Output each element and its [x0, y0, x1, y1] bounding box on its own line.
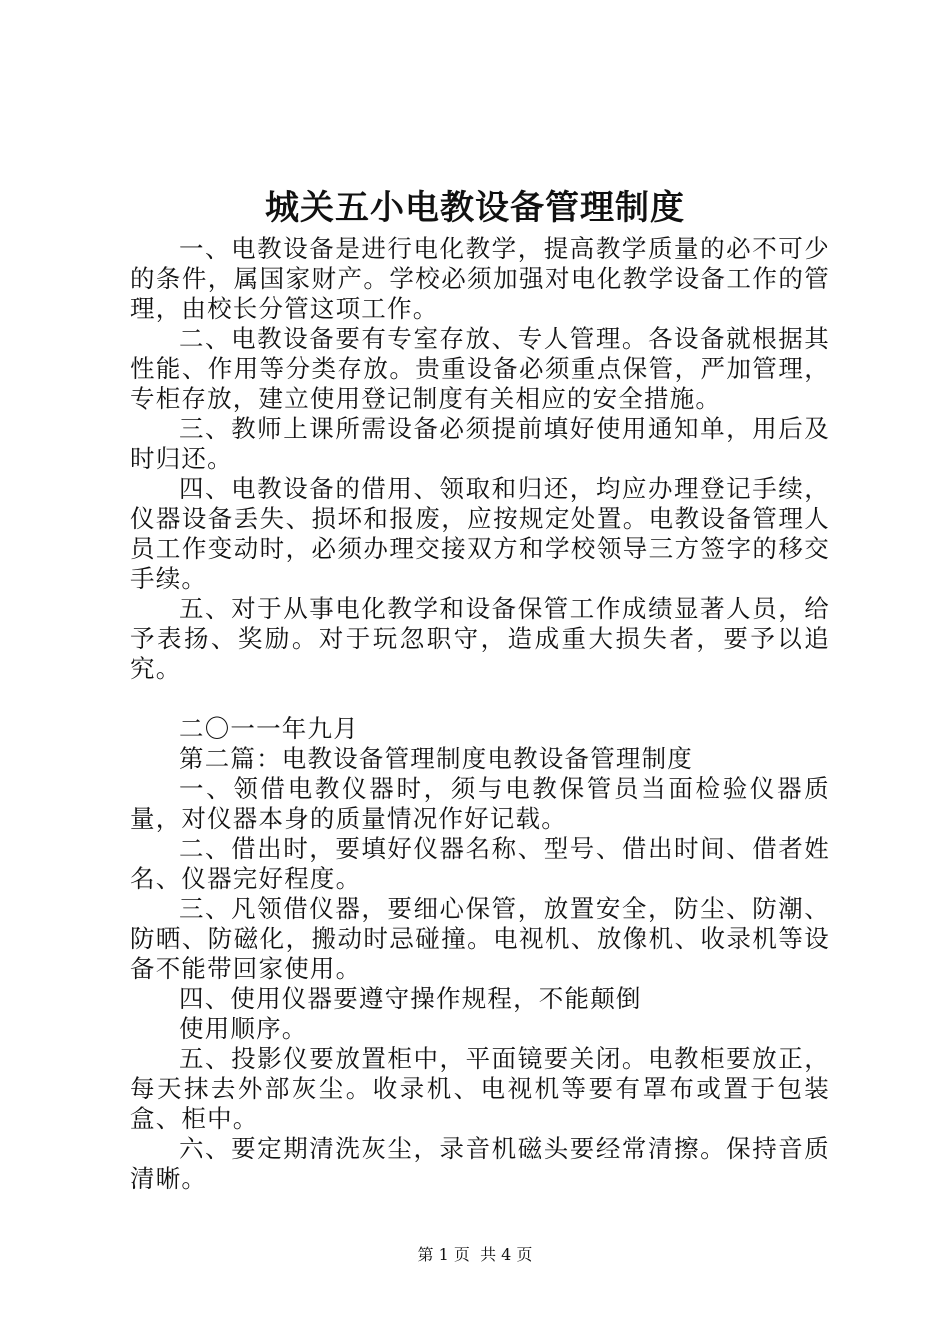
second-paragraph-6: 六、要定期清洗灰尘，录音机磁头要经常清擦。保持音质清晰。 [130, 1134, 830, 1193]
second-paragraph-2: 二、借出时，要填好仪器名称、型号、借出时间、借者姓名、仪器完好程度。 [130, 834, 830, 893]
paragraph-1: 一、电教设备是进行电化教学，提高教学质量的必不可少的条件，属国家财产。学校必须加强对电化教学设备工作的管理，由校长分管这项工作。 [130, 234, 830, 323]
second-paragraph-1: 一、领借电教仪器时，须与电教保管员当面检验仪器质量，对仪器本身的质量情况作好记载。 [130, 774, 830, 833]
document-title: 城关五小电教设备管理制度 [265, 188, 685, 228]
paragraph-2: 二、电教设备要有专室存放、专人管理。各设备就根据其性能、作用等分类存放。贵重设备必须重点保管，严加管理，专柜存放，建立使用登记制度有关相应的安全措施。 [130, 324, 830, 413]
paragraph-3: 三、教师上课所需设备必须提前填好使用通知单，用后及时归还。 [130, 414, 830, 473]
page-number: 第 1 页 共 4 页 [417, 1245, 533, 1264]
document-body [130, 234, 830, 1194]
second-paragraph-4-continued: 使用顺序。 [179, 1014, 308, 1043]
second-paragraph-5: 五、投影仪要放置柜中，平面镜要关闭。电教柜要放正，每天抹去外部灰尘。收录机、电视机等要有罩布或置于包装盒、柜中。 [130, 1044, 830, 1133]
document-date: 二〇一一年九月 [179, 714, 359, 743]
second-section-title: 第二篇：电教设备管理制度电教设备管理制度 [179, 744, 693, 773]
paragraph-5: 五、对于从事电化教学和设备保管工作成绩显著人员，给予表扬、奖励。对于玩忽职守，造成重大损失者，要予以追究。 [130, 594, 830, 683]
page-footer [0, 1244, 950, 1266]
paragraph-4: 四、电教设备的借用、领取和归还，均应办理登记手续，仪器设备丢失、损坏和报废，应按规定处置。电教设备管理人员工作变动时，必须办理交接双方和学校领导三方签字的移交手续。 [130, 474, 830, 593]
second-paragraph-4: 四、使用仪器要遵守操作规程，不能颠倒 [179, 984, 642, 1013]
second-paragraph-3: 三、凡领借仪器，要细心保管，放置安全，防尘、防潮、防晒、防磁化，搬动时忌碰撞。电视机、放像机、收录机等设备不能带回家使用。 [130, 894, 830, 983]
